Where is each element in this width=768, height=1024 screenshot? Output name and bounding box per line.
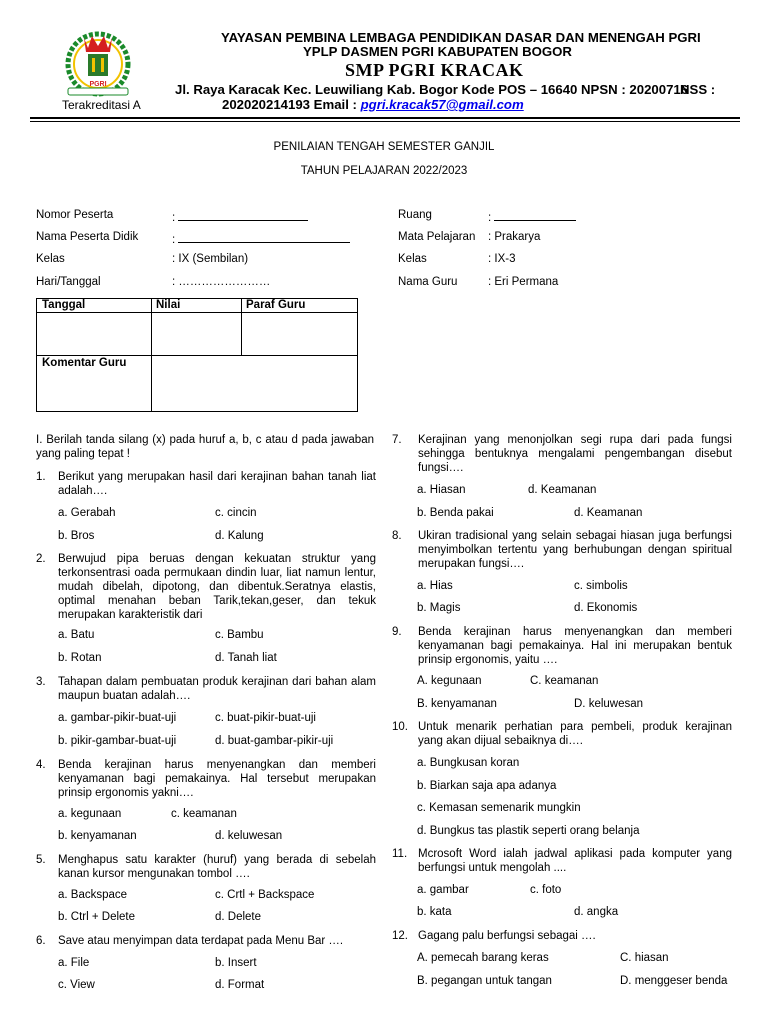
- option[interactable]: c. keamanan: [171, 808, 237, 820]
- question-text: Mcrosoft Word ialah jadwal aplikasi pada komputer yang berfungsi untuk mengolah ....: [418, 848, 732, 874]
- option[interactable]: A. pemecah barang keras: [417, 952, 549, 964]
- option[interactable]: c. foto: [530, 884, 562, 896]
- identity-label: Kelas: [398, 253, 427, 265]
- question-number: 11.: [392, 848, 408, 860]
- option[interactable]: c. cincin: [215, 507, 257, 519]
- option[interactable]: a. File: [58, 957, 90, 969]
- question: [392, 529, 732, 571]
- option[interactable]: B. pegangan untuk tangan: [417, 975, 552, 987]
- identity-label: Hari/Tanggal: [36, 276, 101, 288]
- table-rule: [151, 299, 152, 411]
- option[interactable]: B. kenyamanan: [417, 698, 497, 710]
- identity-value: :: [172, 209, 308, 224]
- question-text: Benda kerajinan harus menyenangkan dan memberi kenyamanan bagi pemakainya. Hal tersebut merupakan prinsip ergonomis yakni….: [58, 759, 376, 799]
- identity-value: :: [488, 209, 576, 224]
- option[interactable]: D. keluwesan: [574, 698, 644, 710]
- logo-text: PGRI: [89, 81, 107, 88]
- identity-value: : Eri Permana: [488, 276, 559, 288]
- question-text: Gagang palu berfungsi sebagai ….: [418, 930, 596, 942]
- question-number: 10.: [392, 721, 408, 733]
- question-number: 5.: [36, 854, 46, 866]
- option[interactable]: d. Keamanan: [528, 484, 597, 496]
- identity-label: Nama Peserta Didik: [36, 231, 139, 243]
- foundation-branch: YPLP DASMEN PGRI KABUPATEN BOGOR: [303, 44, 572, 59]
- question-text: Benda kerajinan harus menyenangkan dan memberi kenyamanan bagi pemakainya. Hal ini merupakan bentuk prinsip ergonomis, yaitu ….: [418, 626, 732, 666]
- option[interactable]: d. buat-gambar-pikir-uji: [215, 735, 334, 747]
- table-rule: [241, 299, 242, 355]
- question-text: Save atau menyimpan data terdapat pada Menu Bar ….: [58, 935, 344, 947]
- school-name: SMP PGRI KRACAK: [345, 60, 524, 80]
- identity-label: Kelas: [36, 253, 65, 265]
- question-number: 9.: [392, 626, 402, 638]
- question: [392, 929, 732, 943]
- identity-label: Nama Guru: [398, 276, 458, 288]
- option[interactable]: b. kata: [417, 906, 452, 918]
- option[interactable]: a. gambar: [417, 884, 469, 896]
- nss-email-line: [222, 97, 524, 112]
- option[interactable]: d. Format: [215, 979, 265, 991]
- identity-value: : ……………………: [172, 276, 271, 288]
- option[interactable]: c. Kemasan semenarik mungkin: [417, 802, 581, 814]
- option[interactable]: b. Biarkan saja apa adanya: [417, 780, 557, 792]
- score-table: [36, 298, 358, 412]
- option[interactable]: C. keamanan: [530, 675, 599, 687]
- question: [392, 720, 732, 748]
- question: [36, 853, 376, 881]
- option[interactable]: b. Bros: [58, 530, 95, 542]
- option[interactable]: d. keluwesan: [215, 830, 283, 842]
- option[interactable]: c. buat-pikir-buat-uji: [215, 712, 316, 724]
- nss-value: 202020214193 Email :: [222, 97, 357, 112]
- option[interactable]: a. Bungkusan koran: [417, 757, 520, 769]
- option[interactable]: b. pikir-gambar-buat-uji: [58, 735, 177, 747]
- identity-value: : IX-3: [488, 253, 516, 265]
- option[interactable]: a. kegunaan: [58, 808, 122, 820]
- identity-label: Ruang: [398, 209, 432, 221]
- question: [392, 847, 732, 875]
- question-number: 4.: [36, 759, 46, 771]
- option[interactable]: a. Hias: [417, 580, 453, 592]
- question: [392, 625, 732, 667]
- comment-label: Komentar Guru: [42, 357, 127, 369]
- question-text: Untuk menarik perhatian para pembeli, produk kerajinan yang akan dijual sebaiknya di….: [418, 721, 732, 747]
- option[interactable]: d. Delete: [215, 911, 262, 923]
- option[interactable]: a. Hiasan: [417, 484, 466, 496]
- question: [36, 552, 376, 622]
- school-address: Jl. Raya Karacak Kec. Leuwiliang Kab. Bogor Kode POS – 16640 NPSN : 20200716: [175, 82, 689, 97]
- exam-year: TAHUN PELAJARAN 2022/2023: [300, 165, 468, 177]
- option[interactable]: d. Keamanan: [574, 507, 643, 519]
- question-text: Menghapus satu karakter (huruf) yang berada di sebelah kanan kursor mengunakan tombol ….: [58, 854, 376, 880]
- identity-label: Nomor Peserta: [36, 209, 114, 221]
- col-paraf: Paraf Guru: [246, 299, 306, 311]
- question: [36, 758, 376, 800]
- header-rule: [30, 117, 740, 119]
- table-rule: [37, 355, 357, 356]
- option[interactable]: a. Backspace: [58, 889, 128, 901]
- option[interactable]: a. Gerabah: [58, 507, 116, 519]
- col-nilai: Nilai: [156, 299, 181, 311]
- instruction: I. Berilah tanda silang (x) pada huruf a, b, c atau d pada jawaban yang paling tepat !: [36, 434, 374, 460]
- col-tanggal: Tanggal: [42, 299, 86, 311]
- question-text: Berikut yang merupakan hasil dari kerajinan bahan tanah liat adalah….: [58, 471, 376, 497]
- option[interactable]: d. angka: [574, 906, 619, 918]
- question-number: 12.: [392, 930, 408, 942]
- option[interactable]: d. Kalung: [215, 530, 264, 542]
- blank-field[interactable]: [494, 209, 576, 221]
- question: [36, 934, 376, 948]
- option[interactable]: d. Ekonomis: [574, 602, 638, 614]
- question: [392, 433, 732, 475]
- accreditation-label: Terakreditasi A: [62, 98, 141, 112]
- option[interactable]: c. Crtl + Backspace: [215, 889, 315, 901]
- question-number: 8.: [392, 530, 402, 542]
- option[interactable]: b. Insert: [215, 957, 257, 969]
- question-text: Berwujud pipa beruas dengan kekuatan struktur yang terkonsentrasi oada permukaan dindin luar, liat namun lentur, mudah dibelah, dipotong, dan dibentuk.Seratnya elastis, optimal menahan beban Tarik,tekan,geser, dan tekuk merupakan karakteristik dari: [58, 553, 376, 621]
- option[interactable]: a. gambar-pikir-buat-uji: [58, 712, 177, 724]
- question-number: 3.: [36, 676, 46, 688]
- option[interactable]: b. kenyamanan: [58, 830, 137, 842]
- option[interactable]: b. Magis: [417, 602, 461, 614]
- option[interactable]: c. View: [58, 979, 95, 991]
- option[interactable]: A. kegunaan: [417, 675, 482, 687]
- exam-title: PENILAIAN TENGAH SEMESTER GANJIL: [273, 141, 495, 153]
- question-text: Tahapan dalam pembuatan produk kerajinan dari bahan alam maupun buatan adalah….: [58, 676, 376, 702]
- table-rule: [37, 312, 357, 313]
- question-number: 2.: [36, 553, 46, 565]
- option[interactable]: c. simbolis: [574, 580, 628, 592]
- question: [36, 470, 376, 498]
- option[interactable]: D. menggeser benda: [620, 975, 728, 987]
- option[interactable]: b. Benda pakai: [417, 507, 494, 519]
- header-rule-thin: [30, 121, 740, 122]
- nss-label: NSS :: [680, 82, 716, 97]
- school-logo: [62, 26, 134, 98]
- identity-label: Mata Pelajaran: [398, 231, 476, 243]
- question-number: 6.: [36, 935, 46, 947]
- option[interactable]: c. Bambu: [215, 629, 264, 641]
- question-text: Kerajinan yang menonjolkan segi rupa dari pada fungsi sehingga bentuknya mengalami pengembangan disebut fungsi….: [418, 434, 732, 474]
- identity-value: : IX (Sembilan): [172, 253, 249, 265]
- email-link[interactable]: pgri.kracak57@gmail.com: [360, 97, 524, 112]
- option[interactable]: d. Tanah liat: [215, 652, 277, 664]
- option[interactable]: b. Ctrl + Delete: [58, 911, 136, 923]
- blank-field[interactable]: [178, 209, 308, 221]
- question: [36, 675, 376, 703]
- question-number: 1.: [36, 471, 46, 483]
- foundation-name: YAYASAN PEMBINA LEMBAGA PENDIDIKAN DASAR DAN MENENGAH PGRI: [221, 30, 701, 45]
- option[interactable]: C. hiasan: [620, 952, 669, 964]
- question-text: Ukiran tradisional yang selain sebagai hiasan juga berfungsi menyimbolkan tertentu yang berhubungan dengan spiritual merupakan fungsi….: [418, 530, 732, 570]
- identity-value: :: [172, 231, 350, 246]
- identity-value: : Prakarya: [488, 231, 541, 243]
- option[interactable]: a. Batu: [58, 629, 95, 641]
- option[interactable]: b. Rotan: [58, 652, 102, 664]
- blank-field[interactable]: [178, 231, 350, 243]
- question-number: 7.: [392, 434, 402, 446]
- option[interactable]: d. Bungkus tas plastik seperti orang belanja: [417, 825, 640, 837]
